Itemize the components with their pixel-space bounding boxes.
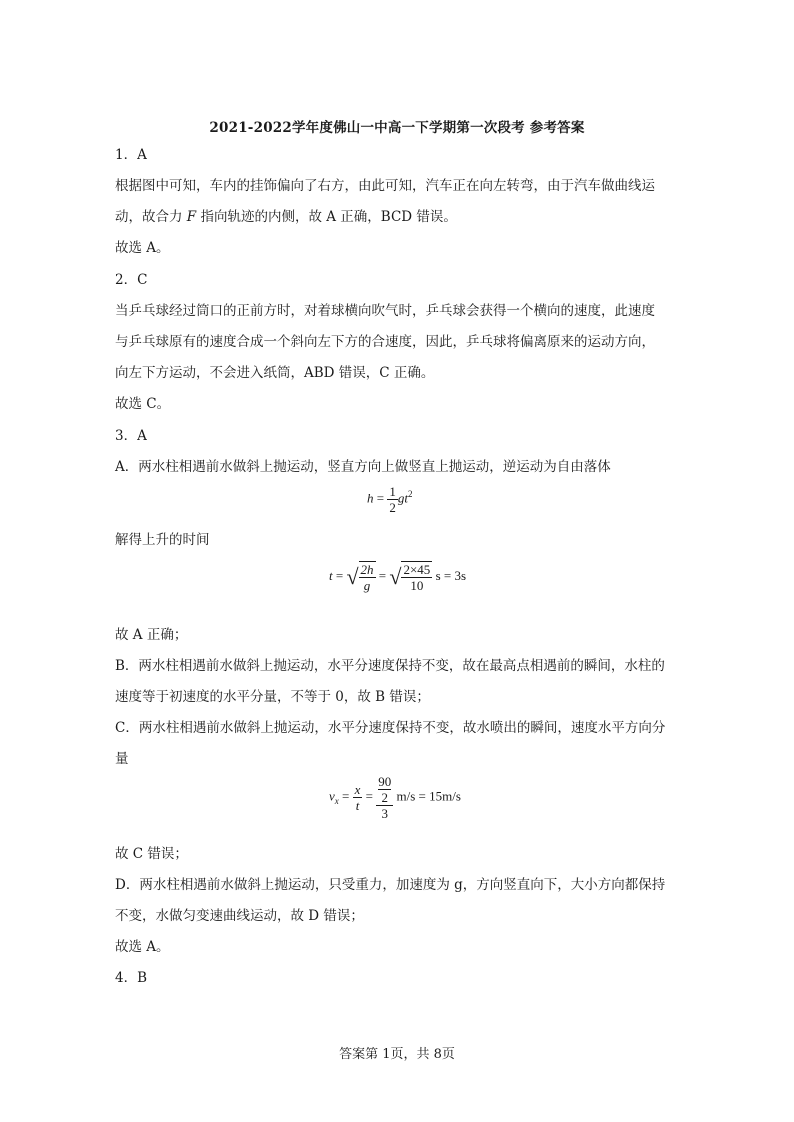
eq1-equals: = [376,490,385,506]
sqrt-icon: √ [346,564,359,589]
q2-line-2: 与乒乓球原有的速度合成一个斜向左下方的合速度，因此，乒乓球将偏离原来的运动方向， [115,334,655,350]
q3-b-line-1: B．两水柱相遇前水做斜上抛运动，水平分速度保持不变，故在最高点相遇前的瞬间，水柱的 [115,658,665,674]
q3-answer: 3．A [115,428,147,444]
q1-line-2a: 动，故合力 [115,209,183,225]
q2-line-1: 当乒乓球经过筒口的正前方时，对着球横向吹气时，乒乓球会获得一个横向的速度，此速度 [115,303,655,319]
q2-conclusion: 故选 C。 [115,396,171,412]
eq2-tail: s = 3s [435,567,467,583]
q2-answer: 2．C [115,272,148,288]
eq2-d2: 10 [410,578,424,593]
q3-c-line-2: 量 [115,751,129,767]
page-title: 2021-2022学年度佛山一中高一下学期第一次段考 参考答案 [209,120,585,136]
q1-line-2 [115,205,680,225]
eq3-compound-fraction [376,774,393,821]
q4-answer: 4．B [115,970,148,986]
eq2-n1: 2h [360,562,374,577]
eq2-n2: 2×45 [403,562,431,577]
q3-a-conclusion: 故 A 正确； [115,627,188,643]
eq2-fraction-2 [401,561,432,593]
eq2-d1: g [363,578,371,593]
eq3-xnum: x [354,782,361,797]
eq3-inner [376,774,393,806]
q3-c-line-1: C．两水柱相遇前水做斜上抛运动，水平分速度保持不变，故水喷出的瞬间，速度水平方向分 [115,720,666,736]
eq3-xden: t [355,798,360,813]
eq3-tail: m/s = 15m/s [396,788,461,804]
eq3-fraction-x-t [353,782,363,813]
eq1-tail: gt [397,490,408,506]
equation-free-fall [367,484,412,515]
q1-line-1: 根据图中可知，车内的挂饰偏向了右方，由此可知，汽车正在向左转弯，由于汽车做曲线运 [115,178,655,194]
equation-time: t = √ $\frac{2h}{g}$ = √ $\frac{2\times 45}{10}$ s = 3s [329,562,467,593]
eq3-mid: 2 [378,789,391,805]
q3-a-line: A．两水柱相遇前水做斜上抛运动，竖直方向上做竖直上抛运动，逆运动为自由落体 [115,459,611,475]
eq2-fraction-1 [359,561,376,593]
eq3-bot: 3 [381,806,388,821]
eq1-num: 1 [389,484,396,499]
q1-line-2b: 指向轨迹的内侧，故 A 正确，BCD 错误。 [200,209,457,225]
eq2-lhs: t [329,567,333,583]
q3-solve-line: 解得上升的时间 [115,532,210,548]
equation-velocity: $v_x$ = $\frac{x}{t}$ = 90 2 3 m/s = 15m/s [329,774,461,821]
q2-line-3: 向左下方运动，不会进入纸筒，ABD 错误，C 正确。 [115,365,435,381]
eq3-lhs: v [329,788,335,804]
q3-d-line-1: D．两水柱相遇前水做斜上抛运动，只受重力，加速度为 g，方向竖直向下，大小方向都保持 [115,877,666,893]
eq3-sub: x [334,796,339,807]
eq1-exponent: 2 [407,489,413,500]
q1-answer: 1．A [115,147,147,163]
sqrt-icon: √ [389,564,402,589]
q3-conclusion: 故选 A。 [115,939,170,955]
force-symbol: F [186,209,197,225]
q3-b-line-2: 速度等于初速度的水平分量，不等于 0，故 B 错误； [115,689,430,705]
eq3-top: 90 [378,774,392,789]
q3-d-line-2: 不变，水做匀变速曲线运动，故 D 错误； [115,908,364,924]
eq1-den: 2 [389,500,396,515]
q3-c-conclusion: 故 C 错误； [115,846,188,862]
q1-conclusion: 故选 A。 [115,240,170,256]
eq1-fraction [387,484,398,515]
eq1-lhs: h [367,490,374,506]
page-footer: 答案第 1页，共 8页 [339,1047,455,1062]
